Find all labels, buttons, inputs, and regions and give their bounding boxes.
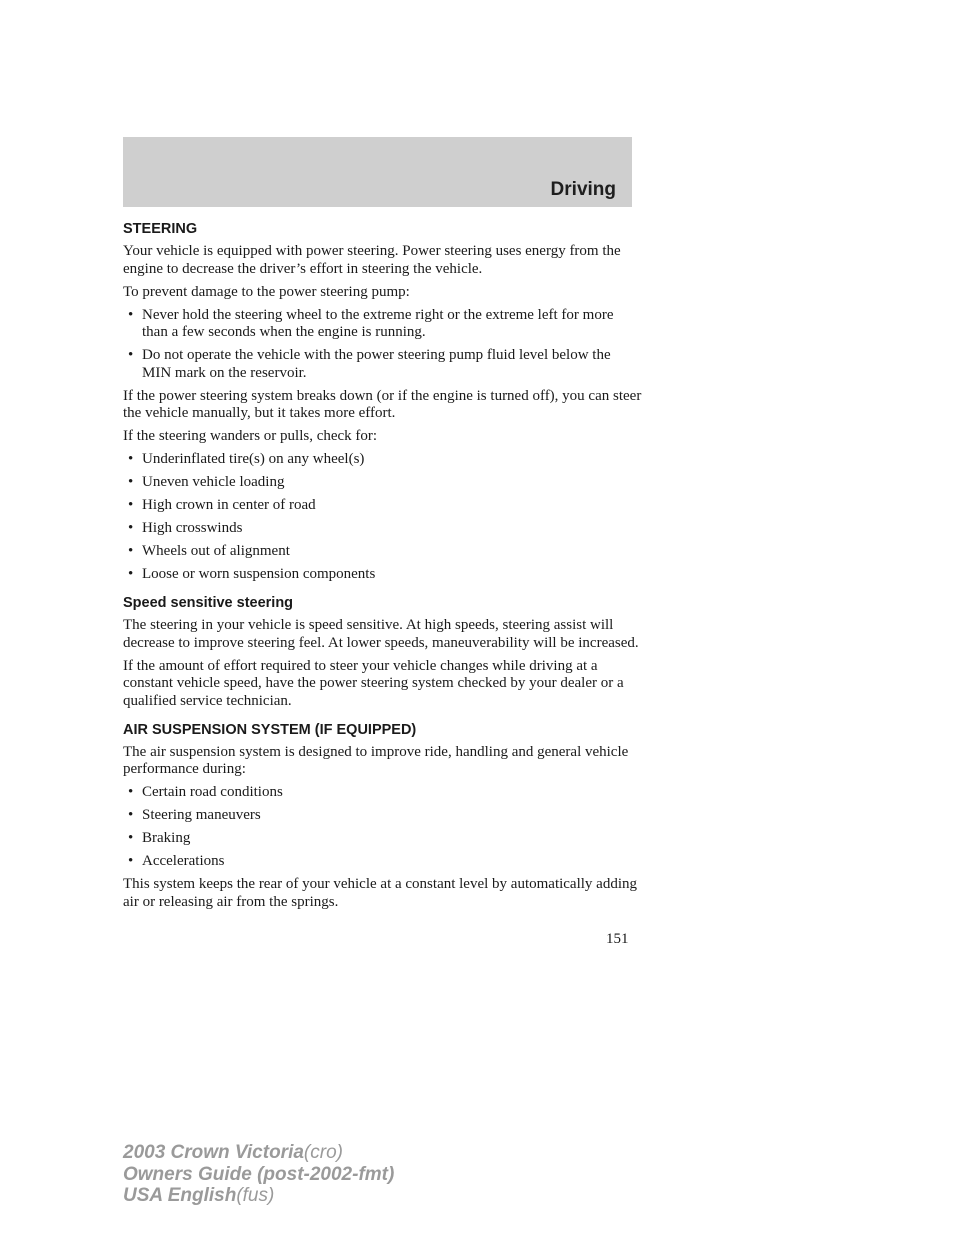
list-item: • Loose or worn suspension components xyxy=(128,566,376,582)
bullet-icon: • xyxy=(128,853,134,869)
bullet-icon: • xyxy=(128,830,134,846)
prevent-damage-list xyxy=(123,307,643,383)
list-item: • Steering maneuvers xyxy=(128,807,261,823)
footer-guide: Owners Guide (post-2002-fmt) xyxy=(123,1163,395,1185)
page-content xyxy=(123,220,643,917)
footer-language: USA English xyxy=(123,1185,237,1206)
footer-model-code: (cro) xyxy=(303,1142,343,1163)
footer-line-2 xyxy=(123,1164,394,1186)
bullet-icon: • xyxy=(128,497,134,513)
list-item: • High crown in center of road xyxy=(128,497,316,513)
speed-sensitive-p1: The steering in your vehicle is speed sensitive. At high speeds, steering assist will decrease to improve steering feel. At lower speeds, maneuverability will be increased. xyxy=(123,617,639,651)
list-item: • Certain road conditions xyxy=(128,784,283,800)
list-item: • Wheels out of alignment xyxy=(128,543,290,559)
bullet-icon: • xyxy=(128,807,134,823)
air-suspension-closing: This system keeps the rear of your vehicle at a constant level by automatically adding air or releasing air from the springs. xyxy=(123,876,637,910)
list-item: • Do not operate the vehicle with the power steering pump fluid level below the MIN mark on the reservoir. xyxy=(128,347,611,381)
breakdown-paragraph: If the power steering system breaks down (or if the engine is turned off), you can steer the vehicle manually, but it takes more effort. xyxy=(123,387,642,421)
steering-intro: Your vehicle is equipped with power steering. Power steering uses energy from the engine to decrease the driver’s effort in steering the vehicle. xyxy=(123,243,621,277)
bullet-icon: • xyxy=(128,347,134,363)
prevent-damage-lead: To prevent damage to the power steering pump: xyxy=(123,283,410,300)
bullet-icon: • xyxy=(128,566,134,582)
section-title: Driving xyxy=(550,179,616,200)
air-suspension-list xyxy=(123,784,643,871)
bullet-icon: • xyxy=(128,784,134,800)
speed-sensitive-heading: Speed sensitive steering xyxy=(123,595,294,611)
bullet-icon: • xyxy=(128,474,134,490)
footer-language-code: (fus) xyxy=(236,1185,275,1206)
list-item: • Underinflated tire(s) on any wheel(s) xyxy=(128,451,365,467)
page-number: 151 xyxy=(606,931,629,947)
footer-model: 2003 Crown Victoria xyxy=(123,1142,304,1163)
bullet-icon: • xyxy=(128,306,134,323)
list-item: • Accelerations xyxy=(128,853,225,869)
speed-sensitive-p2: If the amount of effort required to steer your vehicle changes while driving at a constant vehicle speed, have the power steering system checked by your dealer or a qualified service technician. xyxy=(123,657,624,709)
steering-heading: STEERING xyxy=(123,221,198,237)
bullet-icon: • xyxy=(128,520,134,536)
air-suspension-heading: AIR SUSPENSION SYSTEM (IF EQUIPPED) xyxy=(123,721,417,738)
list-item: • Braking xyxy=(128,830,191,846)
footer-line-1 xyxy=(123,1142,394,1164)
bullet-icon: • xyxy=(128,451,134,467)
wander-lead: If the steering wanders or pulls, check for: xyxy=(123,428,378,444)
air-suspension-intro: The air suspension system is designed to improve ride, handling and general vehicle performance during: xyxy=(123,743,629,777)
section-header-band xyxy=(123,137,632,207)
footer-line-3 xyxy=(123,1185,394,1207)
list-item: • Never hold the steering wheel to the extreme right or the extreme left for more than a few seconds when the engine is running. xyxy=(128,306,614,340)
document-footer xyxy=(123,1142,394,1207)
list-item: • Uneven vehicle loading xyxy=(128,474,285,490)
list-item: • High crosswinds xyxy=(128,520,243,536)
bullet-icon: • xyxy=(128,543,134,559)
wander-check-list xyxy=(123,451,643,584)
